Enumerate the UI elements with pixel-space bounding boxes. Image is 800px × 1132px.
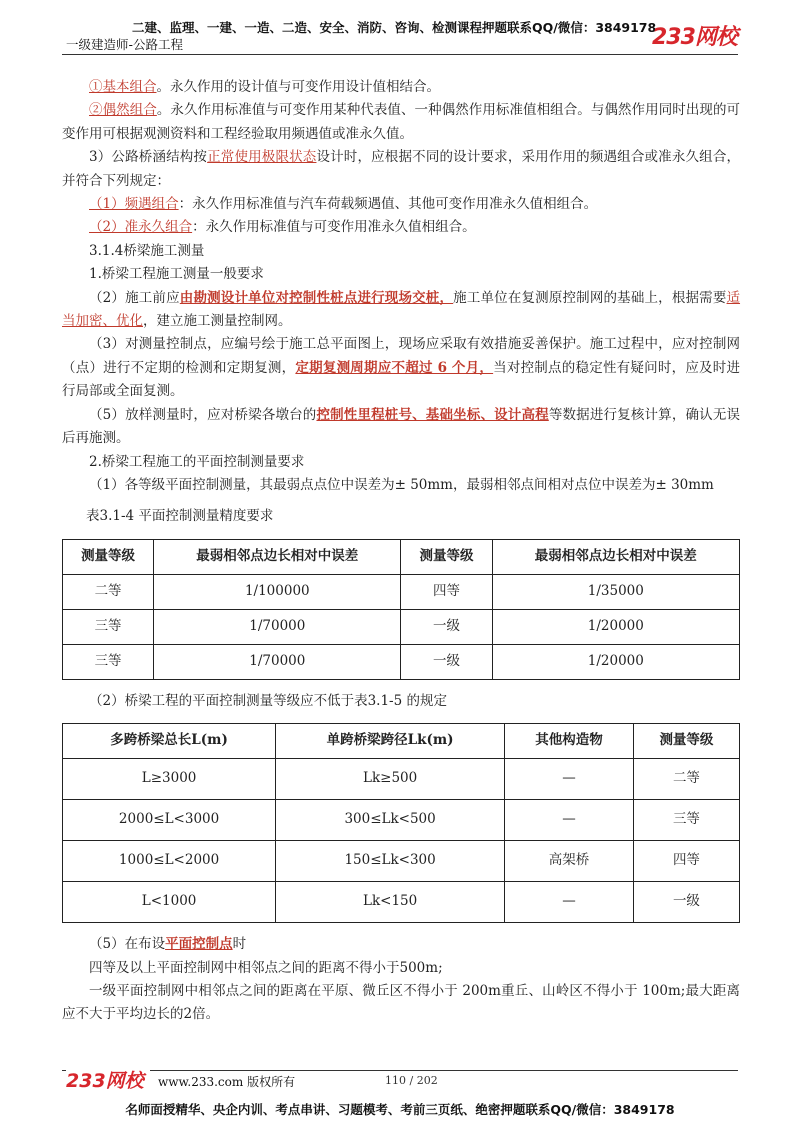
footer-divider (62, 1070, 738, 1071)
table-caption: 表3.1-4 平面控制测量精度要求 (86, 508, 274, 525)
table-header-cell: 测量等级 (633, 724, 739, 759)
footer-contact-line: 名师面授精华、央企内训、考点串讲、习题模考、考前三页纸、绝密押题联系QQ/微信：3849178 (125, 1102, 675, 1117)
highlight-term: 适当加密、优化 (62, 289, 741, 330)
table-row (63, 882, 740, 923)
table-cell: L<1000 (63, 882, 276, 923)
table-cell: — (505, 800, 634, 841)
table-header-row (63, 539, 740, 574)
page-number: 110 / 202 (385, 1074, 438, 1087)
table-cell: 300≤Lk<500 (276, 800, 505, 841)
highlight-term: 正常使用极限状态 (207, 149, 317, 166)
paragraph-text: ，建立施工测量控制网。 (143, 313, 292, 330)
table-cell: 高架桥 (505, 841, 634, 882)
table-cell: 三等 (63, 644, 154, 679)
paragraph-distance-1st: 一级平面控制网中相邻点之间的距离在平原、微丘区不得小于 200m重丘、山岭区不得小于 100m;最大距离应不大于平均边长的2倍。 (62, 982, 740, 1023)
table-cell: 二等 (633, 759, 739, 800)
paragraph-text: 3）公路桥涵结构按 (89, 149, 208, 166)
header-divider (62, 54, 738, 55)
table-cell: — (505, 882, 634, 923)
table-cell: Lk≥500 (276, 759, 505, 800)
paragraph-text: （5）放样测量时，应对桥梁各墩台的 (89, 406, 317, 423)
paragraph-text: 当对控制点的稳定性有疑问时，应及时进行局部或全面复测。 (62, 359, 741, 400)
table-cell: 四等 (401, 574, 492, 609)
table-row (63, 841, 740, 882)
paragraph-distance-4th: 四等及以上平面控制网中相邻点之间的距离不得小于500m; (89, 959, 443, 976)
paragraph-frequent-combination (62, 193, 740, 216)
highlight-term: 控制性里程桩号、基础坐标、设计高程 (316, 406, 549, 423)
table-cell: 三等 (63, 609, 154, 644)
table-cell: 2000≤L<3000 (63, 800, 276, 841)
paragraph-grade-requirement: （2）桥梁工程的平面控制测量等级应不低于表3.1-5 的规定 (89, 692, 447, 709)
paragraph-text: 等数据进行复核计算，确认无误后再施测。 (62, 406, 740, 447)
table-cell: 1/35000 (492, 574, 739, 609)
footer-copyright: www.233.com 版权所有 (158, 1075, 296, 1089)
table-header-cell: 测量等级 (401, 539, 492, 574)
highlight-term: 由勘测设计单位对控制性桩点进行现场交桩， (179, 289, 454, 306)
paragraph-text: 。永久作用的设计值与可变作用设计值相结合。 (156, 79, 440, 95)
paragraph-text: （2）施工前应 (89, 289, 180, 306)
table-cell: 四等 (633, 841, 739, 882)
table-cell: 一级 (633, 882, 739, 923)
table-header-cell: 单跨桥梁跨径Lk(m) (276, 724, 505, 759)
table-cell: 1/70000 (154, 644, 401, 679)
paragraph-text: ：永久作用标准值与可变作用准永久值相组合。 (192, 219, 476, 236)
table-row (63, 759, 740, 800)
highlight-term: ②偶然组合 (89, 102, 157, 119)
table-header-cell: 多跨桥梁总长L(m) (63, 724, 276, 759)
paragraph-accuracy: （1）各等级平面控制测量，其最弱点点位中误差为± 50mm，最弱相邻点间相对点位中误差为± 30mm (89, 476, 714, 493)
table-cell: 1/70000 (154, 609, 401, 644)
paragraph-accidental-combination (62, 99, 740, 146)
document-body (62, 76, 740, 1027)
table-header-cell: 最弱相邻点边长相对中误差 (492, 539, 739, 574)
paragraph-text: 施工单位在复测原控制网的基础上，根据需要 (453, 289, 727, 306)
table-cell: 一级 (401, 609, 492, 644)
paragraph-text: 。永久作用标准值与可变作用某种代表值、一种偶然作用标准值相组合。与偶然作用同时出现的可变作用可根据观测资料和工程经验取用频遇值或准永久值。 (62, 102, 741, 142)
table-cell: 二等 (63, 574, 154, 609)
paragraph-text: （3）对测量控制点，应编号绘于施工总平面图上，现场应采取有效措施妥善保护。施工过程中，应对控制网（点）进行不定期的检测和定期复测， (62, 336, 740, 376)
paragraph-handover (62, 287, 740, 334)
table-cell: L≥3000 (63, 759, 276, 800)
table-cell: — (505, 759, 634, 800)
paragraph-control-points (62, 333, 740, 403)
table-cell: 1000≤L<2000 (63, 841, 276, 882)
highlight-term: ①基本组合 (89, 79, 157, 95)
section-heading: 3.1.4桥梁施工测量 (89, 242, 205, 259)
precision-table (62, 539, 740, 680)
header-subtitle: 一级建造师-公路工程 (66, 37, 184, 52)
footer-logo: 233网校 (66, 1066, 150, 1093)
table-row (63, 800, 740, 841)
table-row (63, 609, 740, 644)
table-header-cell: 最弱相邻点边长相对中误差 (154, 539, 401, 574)
table-cell: 一级 (401, 644, 492, 679)
table-cell: 1/100000 (154, 574, 401, 609)
subsection-heading: 1.桥梁工程施工测量一般要求 (89, 266, 264, 283)
table-cell: 1/20000 (492, 609, 739, 644)
table-row (63, 644, 740, 679)
subsection-heading-2: 2.桥梁工程施工的平面控制测量要求 (89, 453, 305, 470)
table-header-row (63, 724, 740, 759)
grade-table (62, 723, 740, 923)
brand-logo: 233网校 (652, 25, 737, 50)
paragraph-text: （5）在布设 (89, 936, 166, 953)
paragraph-text: ：永久作用标准值与汽车荷载频遇值、其他可变作用准永久值相组合。 (178, 196, 598, 213)
header-contact-line: 二建、监理、一建、一造、二造、安全、消防、咨询、检测课程押题联系QQ/微信：3849178 (132, 20, 657, 35)
table-row (63, 574, 740, 609)
highlight-term: （1）频遇组合 (89, 196, 179, 213)
table-cell: Lk<150 (276, 882, 505, 923)
paragraph-text: 设计时，应根据不同的设计要求，采用作用的频遇组合或准永久组合，并符合下列规定： (62, 149, 741, 189)
paragraph-text: 时 (232, 936, 247, 953)
table-cell: 150≤Lk<300 (276, 841, 505, 882)
paragraph-quasi-permanent (62, 216, 740, 239)
table-cell: 三等 (633, 800, 739, 841)
highlight-term: 定期复测周期应不超过 6 个月， (295, 359, 494, 376)
paragraph-basic-combination (62, 76, 740, 99)
table-header-cell: 测量等级 (63, 539, 154, 574)
highlight-term: （2）准永久组合 (89, 219, 193, 236)
table-cell: 1/20000 (492, 644, 739, 679)
paragraph-layout-points (62, 933, 740, 956)
paragraph-stakeout (62, 404, 740, 451)
paragraph-serviceability (62, 146, 740, 193)
highlight-term: 平面控制点 (165, 936, 233, 953)
table-header-cell: 其他构造物 (505, 724, 634, 759)
